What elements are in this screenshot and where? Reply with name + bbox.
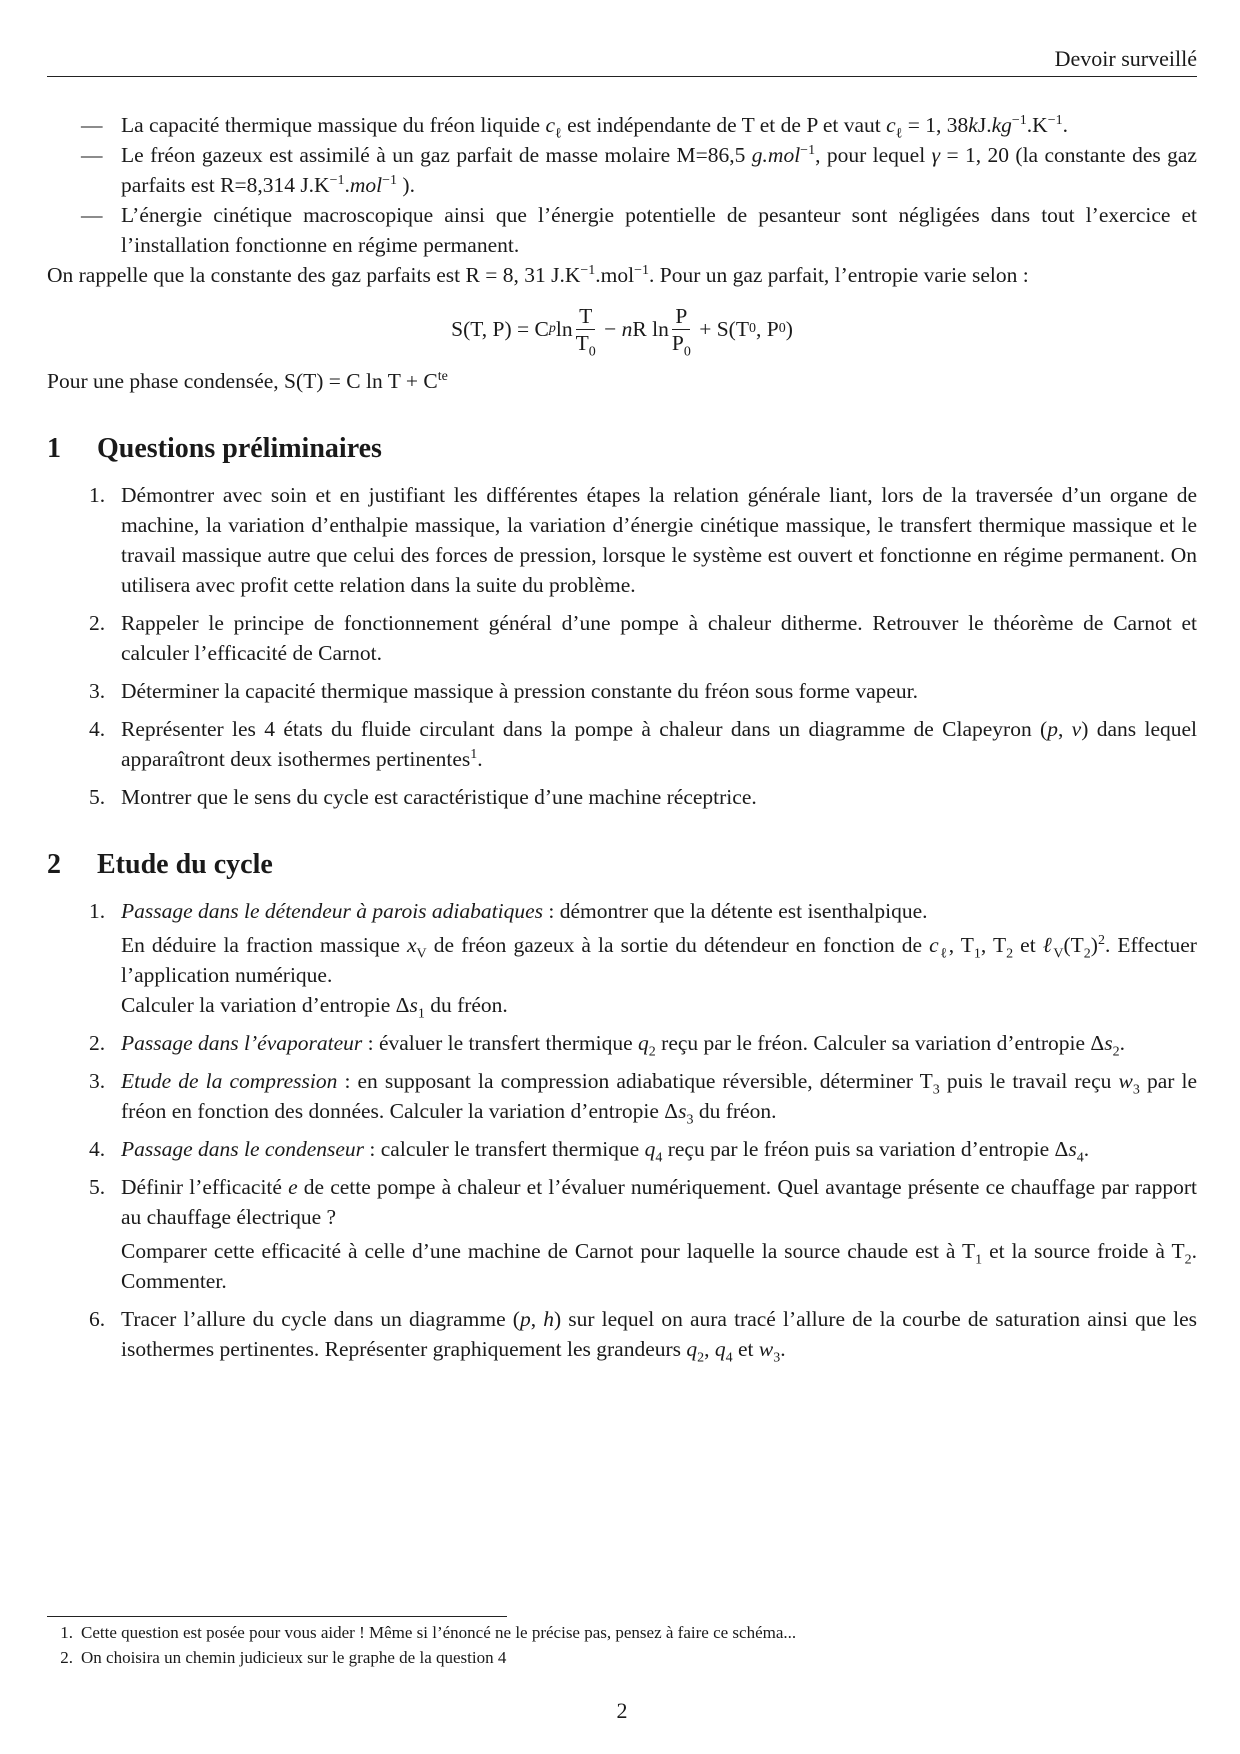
exponent: te <box>437 368 448 384</box>
footnote-rule <box>47 1616 507 1617</box>
formula-part: − <box>598 317 622 341</box>
hypothesis-item <box>47 110 1197 140</box>
recall-text: . Pour un gaz parfait, l’entropie varie selon : <box>648 263 1029 287</box>
condensed-phase-paragraph <box>47 366 1197 396</box>
math-symbol: p <box>1047 717 1058 741</box>
unit: k <box>968 113 978 137</box>
math-subscript: V <box>1053 946 1064 962</box>
fraction-p-over-p0 <box>671 303 691 359</box>
question-text: reçu par le fréon. Calculer sa variation d’entropie Δ <box>655 1031 1105 1055</box>
math-subscript: 3 <box>686 1112 694 1128</box>
exponent: −1 <box>1047 112 1063 128</box>
question-text: Calculer la variation d’entropie Δ <box>121 993 410 1017</box>
question-text: Déterminer la capacité thermique massique à pression constante du fréon sous forme vapeur. <box>121 679 919 703</box>
exponent: −1 <box>580 262 596 278</box>
question-index: 3. <box>89 679 106 703</box>
section-number: 1 <box>47 433 61 464</box>
hyp-text: . <box>1062 113 1068 137</box>
question-text: puis le travail reçu <box>939 1069 1119 1093</box>
question-text: , <box>1057 717 1072 741</box>
question-text: Rappeler le principe de fonctionnement général d’une pompe à chaleur ditherme. Retrouver le théorème de Carnot et calculer l’efficacité de Carnot. <box>121 611 1197 665</box>
unit: mol <box>349 173 383 197</box>
question-text: . Commenter. <box>121 1239 1197 1293</box>
question-text: En déduire la fraction massique <box>121 933 407 957</box>
question-index: 1. <box>89 899 106 923</box>
hyp-text: = 1, 20 (la constante des gaz parfaits est R=8,314 J.K <box>121 143 1197 197</box>
entropy-formula: S(T, P) = C p ln $\frac{T}{T_0}$ − n R ln $\frac{P}{P_0}$ + S(T 0 , P 0 ) <box>451 303 793 359</box>
formula-part: R ln <box>632 317 669 341</box>
fraction-t-over-t0 <box>575 303 596 359</box>
section-heading-1 <box>47 434 1197 464</box>
math-symbol: q <box>638 1031 649 1055</box>
question-index: 2. <box>89 611 106 635</box>
exponent: −1 <box>329 172 345 188</box>
section-number: 2 <box>47 849 61 880</box>
exponent: −1 <box>800 142 816 158</box>
question-text: : démontrer que la détente est isenthalpique. <box>543 899 928 923</box>
question-item <box>47 1134 1197 1164</box>
math-subscript: 3 <box>773 1350 781 1366</box>
fraction-numerator: P <box>672 303 690 330</box>
question-index: 3. <box>89 1069 106 1093</box>
math-subscript: 3 <box>932 1082 940 1098</box>
math-symbol: s <box>409 993 418 1017</box>
formula-subscript: 0 <box>683 343 691 359</box>
question-text: ) sur lequel on aura tracé l’allure de la courbe de saturation ainsi que les isothermes pertinentes. Représenter graphiquement les grandeurs <box>121 1307 1198 1361</box>
question-text: : en supposant la compression adiabatique réversible, déterminer T <box>337 1069 933 1093</box>
math-symbol: q <box>644 1137 656 1161</box>
math-subscript: 4 <box>655 1150 663 1166</box>
hyp-text: ). <box>397 173 415 197</box>
question-text: Tracer l’allure du cycle dans un diagramme ( <box>121 1307 520 1331</box>
formula-symbol: n <box>621 317 633 341</box>
running-header: Devoir surveillé <box>1054 46 1197 71</box>
math-symbol: h <box>543 1307 554 1331</box>
math-subscript: 2 <box>1184 1252 1192 1268</box>
recall-paragraph <box>47 260 1197 290</box>
question-text: ) dans lequel apparaîtront deux isothermes pertinentes <box>121 717 1197 771</box>
formula-part: T <box>575 330 589 355</box>
recall-text: .mol <box>595 263 635 287</box>
math-symbol: w <box>758 1337 774 1361</box>
footnote-marker[interactable]: 1 <box>470 746 478 762</box>
question-text: du fréon. <box>424 993 508 1017</box>
question-item <box>47 1172 1197 1296</box>
question-item <box>47 896 1197 1020</box>
footnotes <box>47 1620 796 1670</box>
question-text: : calculer le transfert thermique <box>364 1137 645 1161</box>
math-symbol: x <box>407 933 417 957</box>
math-subscript: 1 <box>973 946 981 962</box>
question-item <box>47 676 1197 706</box>
question-text: , <box>704 1337 715 1361</box>
question-text: . <box>1119 1031 1125 1055</box>
math-subscript: 1 <box>975 1252 983 1268</box>
math-subscript: 4 <box>1076 1150 1084 1166</box>
question-text: Comparer cette efficacité à celle d’une machine de Carnot pour laquelle la source chaude est à T <box>121 1239 976 1263</box>
dash-marker: — <box>81 113 103 137</box>
math-symbol: v <box>1071 717 1082 741</box>
fraction-denominator <box>575 330 596 359</box>
question-text: (T <box>1063 933 1084 957</box>
math-subscript: 2 <box>1112 1044 1120 1060</box>
math-symbol: c <box>545 113 556 137</box>
question-text: et la source froide à T <box>982 1239 1185 1263</box>
math-symbol: w <box>1118 1069 1133 1093</box>
math-symbol: e <box>288 1175 298 1199</box>
question-text: par le fréon en fonction des données. Calculer la variation d’entropie Δ <box>121 1069 1197 1123</box>
hypotheses-list <box>47 110 1197 260</box>
question-text: Montrer que le sens du cycle est caractéristique d’une machine réceptrice. <box>121 785 757 809</box>
unit: kg <box>991 113 1012 137</box>
footnote-text: On choisira un chemin judicieux sur le graphe de la question 4 <box>81 1648 507 1667</box>
footnote-marker[interactable]: 2 <box>1097 932 1105 948</box>
question-index: 6. <box>89 1307 106 1331</box>
math-subscript: ℓ <box>555 126 562 142</box>
question-text: et <box>1013 933 1043 957</box>
math-subscript: 2 <box>697 1350 705 1366</box>
question-text: , <box>530 1307 544 1331</box>
page-content <box>47 110 1197 1372</box>
formula-part: + S(T <box>693 317 749 341</box>
math-symbol: ℓ <box>1042 933 1054 957</box>
document-page <box>47 0 1197 1754</box>
math-subscript: ℓ <box>938 946 949 962</box>
math-symbol: γ <box>931 143 941 167</box>
hyp-text: La capacité thermique massique du fréon liquide <box>121 113 546 137</box>
formula-subscript: 0 <box>588 343 596 359</box>
exponent: −1 <box>382 172 398 188</box>
math-subscript: 2 <box>1006 946 1014 962</box>
question-text: de cette pompe à chaleur et l’évaluer numériquement. Quel avantage présente ce chauffage par rapport au chauffage électrique ? <box>121 1175 1197 1229</box>
question-item <box>47 1304 1197 1364</box>
question-emphasis: Etude de la compression <box>121 1069 338 1093</box>
section2-questions <box>47 896 1197 1364</box>
hyp-text: J. <box>977 113 992 137</box>
question-text: Démontrer avec soin et en justifiant les différentes étapes la relation générale liant, lors de la traversée d’un organe de machine, la variation d’enthalpie massique, la variation d’énergie cinétique massique, le transfert thermique massique et le travail massique autre que celui des forces de pression, lorsque le système est ouvert et fonctionne en régime permanent. On utilisera avec profit cette relation dans la suite du problème. <box>121 483 1197 597</box>
question-text: . <box>1083 1137 1090 1161</box>
fraction-numerator: T <box>576 303 595 330</box>
hyp-text: = 1, 38 <box>902 113 969 137</box>
hypothesis-item <box>47 140 1197 200</box>
math-symbol: s <box>1068 1137 1077 1161</box>
footnote <box>47 1645 796 1670</box>
question-text: Définir l’efficacité <box>121 1175 289 1199</box>
dash-marker: — <box>81 143 103 167</box>
hyp-text: Le fréon gazeux est assimilé à un gaz parfait de masse molaire M=86,5 <box>121 143 752 167</box>
hyp-text: .K <box>1026 113 1048 137</box>
math-subscript: ℓ <box>895 126 903 142</box>
math-subscript: 4 <box>725 1350 733 1366</box>
math-symbol: s <box>1104 1031 1113 1055</box>
question-index: 5. <box>89 785 106 809</box>
math-subscript: V <box>416 946 427 962</box>
question-text: et <box>732 1337 759 1361</box>
section-title: Questions préliminaires <box>97 433 382 464</box>
formula-part: ) <box>785 317 793 341</box>
hyp-text: . <box>344 173 350 197</box>
recall-text: On rappelle que la constante des gaz parfaits est R = 8, 31 J.K <box>47 263 581 287</box>
question-emphasis: Passage dans le détendeur à parois adiabatiques <box>121 899 544 923</box>
hyp-text: L’énergie cinétique macroscopique ainsi que l’énergie potentielle de pesanteur sont négligées dans tout l’exercice et l’installation fonctionne en régime permanent. <box>121 203 1197 257</box>
unit: g.mol <box>751 143 801 167</box>
math-subscript: 2 <box>1083 946 1091 962</box>
question-item <box>47 782 1197 812</box>
footnote <box>47 1620 796 1645</box>
formula-part: , P <box>755 317 779 341</box>
question-index: 4. <box>89 1137 106 1161</box>
dash-marker: — <box>81 203 103 227</box>
math-symbol: c <box>929 933 939 957</box>
math-symbol: q <box>686 1337 698 1361</box>
question-item <box>47 608 1197 668</box>
math-subscript: 1 <box>417 1006 425 1022</box>
question-item <box>47 480 1197 600</box>
formula-part: S(T, P) = C <box>451 317 549 341</box>
question-text: . <box>477 747 483 771</box>
question-emphasis: Passage dans l’évaporateur <box>121 1031 363 1055</box>
hyp-text: est indépendante de T et de P et vaut <box>561 113 887 137</box>
question-index: 5. <box>89 1175 106 1199</box>
math-symbol: q <box>714 1337 726 1361</box>
fraction-denominator <box>671 330 691 359</box>
question-text: , T <box>948 933 974 957</box>
math-symbol: p <box>519 1307 531 1331</box>
exponent: −1 <box>634 262 649 278</box>
hypothesis-item <box>47 200 1197 260</box>
section1-questions <box>47 480 1197 812</box>
question-index: 1. <box>89 483 106 507</box>
question-emphasis: Passage dans le condenseur <box>121 1137 365 1161</box>
footnote-text: Cette question est posée pour vous aider ! Même si l’énoncé ne le précise pas, pensez à faire ce schéma... <box>81 1623 797 1642</box>
question-item <box>47 1028 1197 1058</box>
footnote-number: 2. <box>60 1648 73 1667</box>
question-text: du fréon. <box>693 1099 777 1123</box>
math-symbol: c <box>886 113 896 137</box>
math-subscript: 3 <box>1132 1082 1140 1098</box>
math-subscript: 2 <box>648 1044 656 1060</box>
question-text: Représenter les 4 états du fluide circulant dans la pompe à chaleur dans un diagramme de Clapeyron ( <box>121 717 1048 741</box>
header-rule <box>47 76 1197 77</box>
question-text: , T <box>980 933 1007 957</box>
hyp-text: , pour lequel <box>815 143 932 167</box>
section-heading-2 <box>47 850 1197 880</box>
question-item <box>47 714 1197 774</box>
question-text: reçu par le fréon puis sa variation d’entropie Δ <box>662 1137 1069 1161</box>
formula-subscript: p <box>548 321 556 336</box>
condensed-text: Pour une phase condensée, S(T) = C ln T + C <box>47 369 438 393</box>
footnote-number: 1. <box>60 1623 73 1642</box>
formula-part: ln <box>555 317 573 341</box>
question-item <box>47 1066 1197 1126</box>
section-title: Etude du cycle <box>97 849 273 880</box>
question-text: de fréon gazeux à la sortie du détendeur en fonction de <box>426 933 930 957</box>
question-index: 4. <box>89 717 106 741</box>
question-text: : évaluer le transfert thermique <box>362 1031 639 1055</box>
question-index: 2. <box>89 1031 106 1055</box>
question-text: ) <box>1090 933 1098 957</box>
exponent: −1 <box>1011 112 1027 128</box>
question-text: . Effectuer l’application numérique. <box>121 933 1197 987</box>
formula-part: P <box>671 330 684 355</box>
question-text: . <box>780 1337 786 1361</box>
math-symbol: s <box>678 1099 687 1123</box>
page-number: 2 <box>616 1698 628 1723</box>
